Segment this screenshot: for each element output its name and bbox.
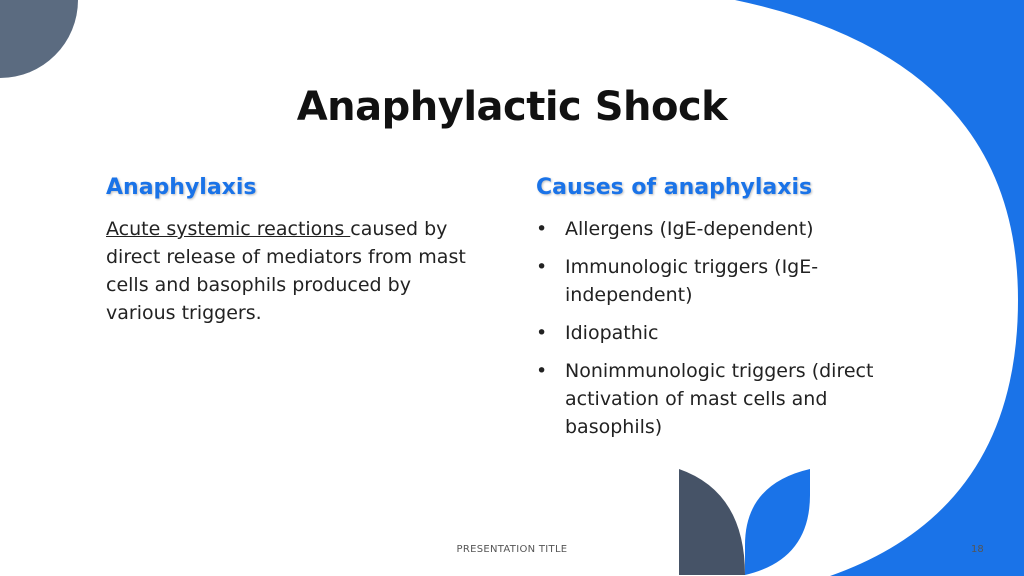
list-item-text: Idiopathic [565, 322, 659, 344]
causes-list [536, 215, 926, 451]
list-item [536, 253, 926, 309]
bullet-point: • [536, 322, 548, 344]
corner-circle-shape [0, 0, 78, 78]
bullet-point: • [536, 218, 548, 240]
list-item-text: Immunologic triggers (IgE-independent) [565, 256, 819, 306]
blue-leaf-shape [745, 469, 810, 575]
list-item [536, 215, 926, 243]
list-item-text: Nonimmunologic triggers (direct activation of mast cells and basophils) [565, 360, 874, 438]
underlined-phrase: Acute systemic reactions [106, 218, 351, 240]
causes-heading: Causes of anaphylaxis [536, 175, 813, 200]
page-number: 18 [971, 544, 984, 555]
navy-leaf-shape [679, 469, 745, 575]
anaphylaxis-definition [106, 215, 476, 327]
list-item [536, 357, 926, 441]
list-item [536, 319, 926, 347]
list-item-text: Allergens (IgE-dependent) [565, 218, 814, 240]
anaphylaxis-heading: Anaphylaxis [106, 175, 257, 200]
slide-title: Anaphylactic Shock [296, 84, 728, 130]
footer-presentation-title: PRESENTATION TITLE [456, 544, 568, 555]
definition-text: caused by direct release of mediators from mast cells and basophils produced by various triggers. [106, 218, 466, 324]
bullet-point: • [536, 256, 548, 278]
bullet-point: • [536, 360, 548, 382]
